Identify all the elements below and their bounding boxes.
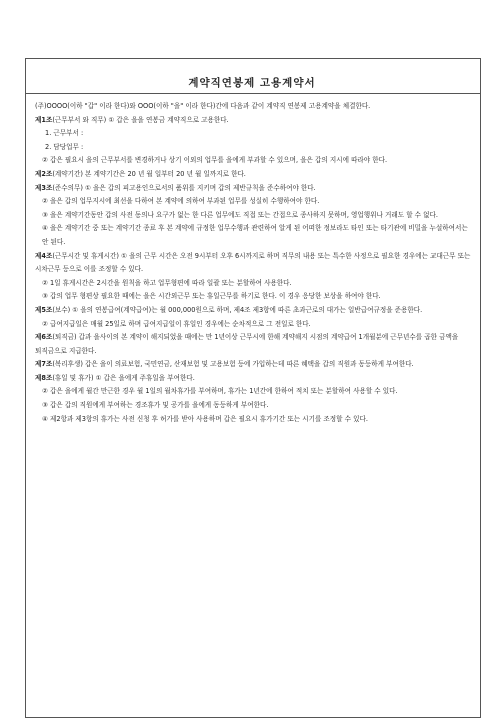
article-text: (퇴직금) 갑과 을사이의 본 계약이 해지되었을 때에는 만 1년이상 근무시에 한해 계약해지 시점의 계약급여 1개월분에 근무년수를 곱한 금액을 퇴직금으로 지급한다. <box>35 333 459 355</box>
article-1 <box>35 114 471 128</box>
article-4-clause-2: ② 1일 휴게시간은 2시간을 원칙을 하고 업무형편에 따라 일괄 또는 분할하여 사용한다. <box>42 278 292 287</box>
article-text: (준수의무) ① 을은 갑의 피고용인으로서의 품위를 지키며 갑의 제반규칙을 준수하여야 한다. <box>52 183 316 192</box>
article-text: (계약기간) 본 계약기간은 20 년 월 일부터 20 년 월 일까지로 한다. <box>52 169 246 178</box>
article-heading: 제2조 <box>35 169 53 178</box>
article-3-clause-4: ④ 을은 계약기간 중 또는 계약기간 종료 후 본 계약에 규정한 업무수행과 관련하여 알게 된 어떠한 정보라도 타인 또는 타기관에 비밀을 누설하여서는 안 된다. <box>42 224 468 246</box>
intro-paragraph: (주)OOOO(이하 "갑" 이라 한다)와 OOO(이하 "을" 이라 한다)간에 다음과 같이 계약직 연봉제 고용계약을 체결한다. <box>35 102 371 110</box>
article-heading: 제8조 <box>35 373 53 382</box>
article-4 <box>35 250 471 277</box>
article-1-item-1: 1. 근무부서 : <box>45 129 84 138</box>
article-2 <box>35 168 471 182</box>
article-heading: 제4조 <box>35 251 53 260</box>
article-6 <box>35 331 471 358</box>
article-8 <box>35 372 471 386</box>
article-text: (복리후생) 갑은 을이 의료보험, 국민연금, 산재보험 및 고용보험 등에 가입하는데 따른 혜택을 갑의 직원과 동등하게 부여한다. <box>52 360 414 369</box>
article-8-clause-3: ③ 갑은 갑의 직원에게 부여하는 경조휴가 및 공가를 을에게 동등하게 부여한다. <box>42 401 269 410</box>
article-text: (보수) ① 을의 연봉급여(계약급여)는 월 000,000원으로 하며, 제4조 제3항에 따른 초과근로의 대가는 일반급여규정을 준용한다. <box>52 305 423 314</box>
document-title: 계약직연봉제 고용계약서 <box>188 77 316 89</box>
article-text: (휴일 및 휴가) ① 갑은 을에게 주휴일을 부여한다. <box>52 373 195 382</box>
article-heading: 제6조 <box>35 333 53 342</box>
document-body <box>35 100 471 426</box>
article-heading: 제1조 <box>35 115 53 124</box>
title-divider <box>25 93 481 94</box>
article-1-clause-2: ② 갑은 필요시 을의 근무부서를 변경하거나 상기 이외의 업무를 을에게 부과할 수 있으며, 을은 갑의 지시에 따라야 한다. <box>42 156 388 165</box>
article-5 <box>35 304 471 318</box>
article-7 <box>35 358 471 372</box>
article-heading: 제5조 <box>35 305 53 314</box>
article-8-clause-4: ④ 제2항과 제3항의 휴가는 사전 신청 후 허가를 받아 사용하며 갑은 필요시 휴가기간 또는 시기를 조정할 수 있다. <box>42 414 368 423</box>
article-3-clause-3: ③ 을은 계약기간동안 갑의 사전 동의나 요구가 없는 한 다른 업무에도 직접 또는 간접으로 종사하지 못하며, 영업행위나 거래도 할 수 없다. <box>42 210 438 219</box>
article-3 <box>35 182 471 196</box>
article-text: (근무부서 와 직무) ① 갑은 을을 연봉금 계약직으로 고용한다. <box>52 115 229 124</box>
article-3-clause-2: ② 을은 갑의 업무지시에 최선을 다하여 본 계약에 의하여 부과된 업무를 성실히 수행하여야 한다. <box>42 197 320 206</box>
article-5-clause-2: ② 급여지급일은 매월 25일로 하며 급여지급일이 휴일인 경우에는 순차적으로 그 전일로 한다. <box>42 319 311 328</box>
article-1-item-2: 2. 담당업무 : <box>45 142 84 151</box>
article-heading: 제7조 <box>35 360 53 369</box>
article-text: (근무시간 및 휴게시간) ① 을의 근무 시간은 오전 9시부터 오후 6시까지로 하며 직무의 내용 또는 특수한 사정으로 필요한 경우에는 교대근무 또는 시차근무 등으로 이를 조정할 수 있다. <box>35 251 471 274</box>
article-8-clause-2: ② 갑은 을에게 월간 만근한 경우 월 1일의 월차휴가를 부여하며, 휴가는 1년간에 한하여 적치 또는 분할하여 사용할 수 있다. <box>42 387 398 396</box>
article-heading: 제3조 <box>35 183 53 192</box>
article-4-clause-3: ③ 갑의 업무 형편상 필요한 때에는 을은 시간외근무 또는 휴일근무를 하기로 한다. 이 경우 응당한 보상을 하여야 한다. <box>42 292 381 301</box>
